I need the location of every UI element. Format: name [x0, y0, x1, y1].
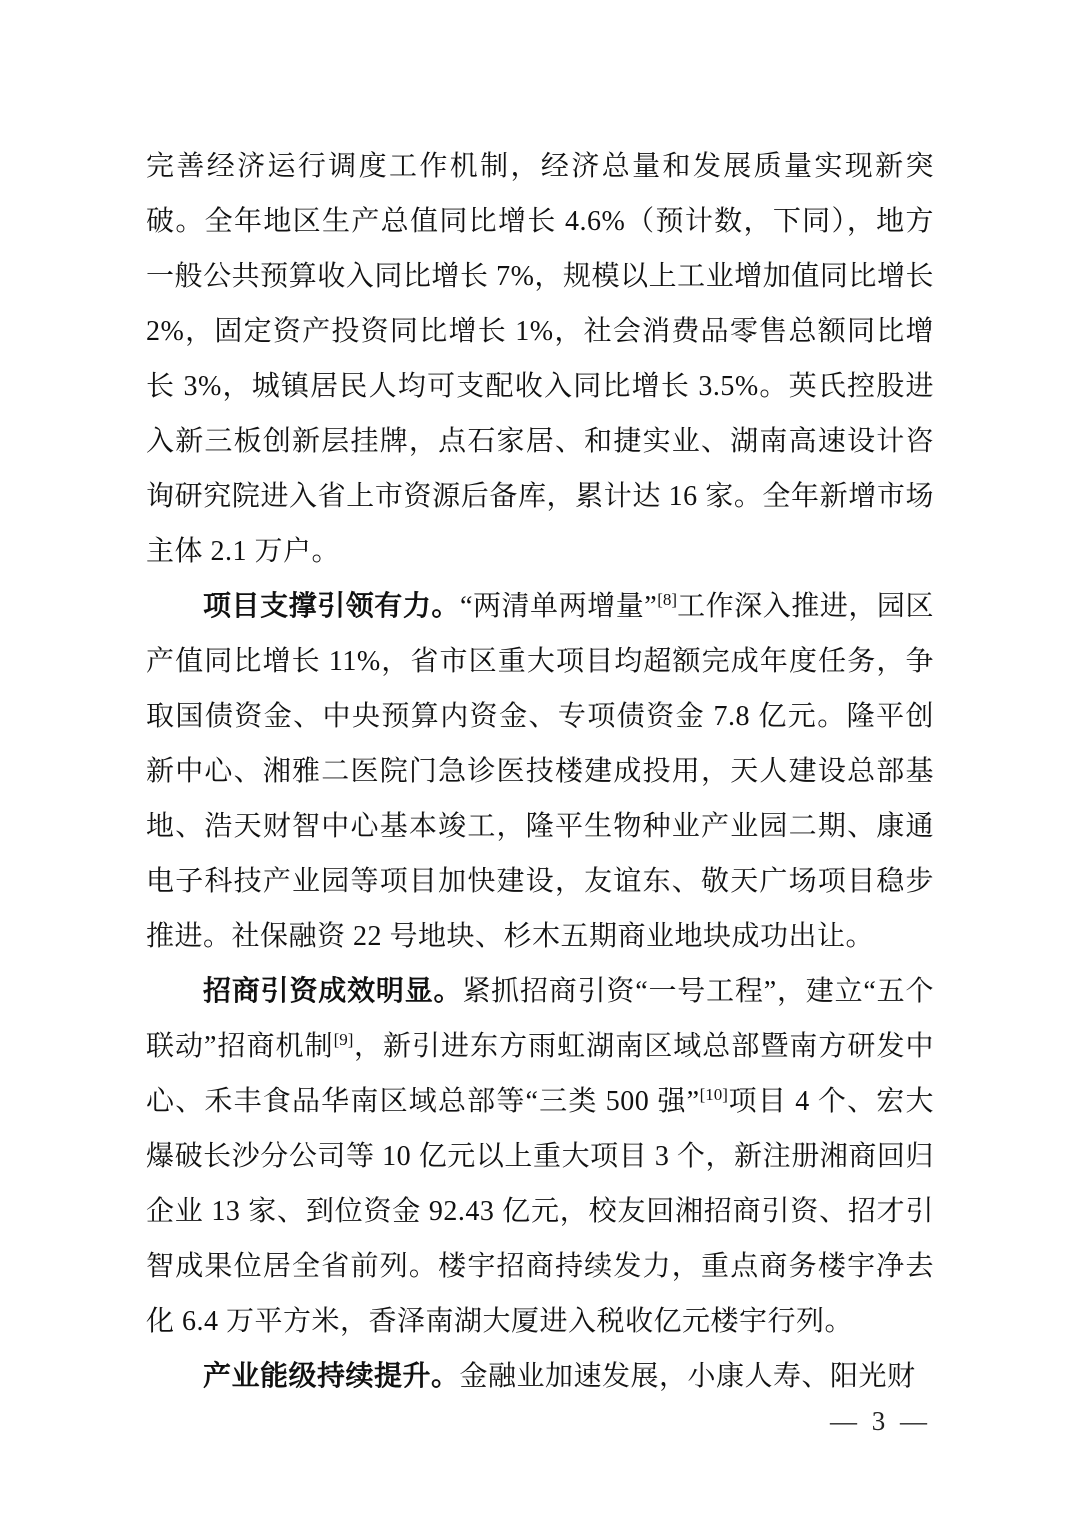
page-number: — 3 — [830, 1406, 931, 1436]
paragraph [146, 579, 934, 964]
text-run: ，新引进东方雨虹湖南区域总部暨南方研发中心、禾丰食品华南区域总部等“三类 500 强” [146, 1031, 934, 1117]
text-run: 完善经济运行调度工作机制，经济总量和发展质量实现新突破。全年地区生产总值同比增长 4.6%（预计数，下同），地方一般公共预算收入同比增长 7%，规模以上工业增加值同比增长 2%，固定资产投资同比增长 1%，社会消费品零售总额同比增长 3%，城镇居民人均可支配收入同比增长 3.5%。英氏控股进入新三板创新层挂牌，点石家居、和捷实业、湖南高速设计咨询研究院进入省上市资源后备库，累计达 16 家。全年新增市场主体 2.1 万户。 [146, 151, 934, 567]
paragraph [146, 139, 934, 579]
footnote-reference: [10] [699, 1085, 728, 1104]
text-run: 紧抓招商引资“一号工程”，建立“五个联动”招商机制 [146, 976, 934, 1062]
text-run: “两清单两增量” [459, 591, 658, 622]
footnote-reference: [8] [657, 590, 678, 609]
text-run: 金融业加速发展，小康人寿、阳光财 [459, 1361, 916, 1392]
text-run: 项目 4 个、宏大爆破长沙分公司等 10 亿元以上重大项目 3 个，新注册湘商回归企业 13 家、到位资金 92.43 亿元，校友回湘招商引资、招才引智成果位居全省前列。楼宇招商持续发力，重点商务楼宇净去化 6.4 万平方米，香泽南湖大厦进入税收亿元楼宇行列。 [146, 1086, 934, 1337]
paragraph [146, 964, 934, 1349]
paragraph-lead: 项目支撑引领有力。 [203, 591, 460, 622]
paragraph [146, 1349, 934, 1404]
text-run: 工作深入推进，园区产值同比增长 11%，省市区重大项目均超额完成年度任务，争取国债资金、中央预算内资金、专项债资金 7.8 亿元。隆平创新中心、湘雅二医院门急诊医技楼建成投用，天人建设总部基地、浩天财智中心基本竣工，隆平生物种业产业园二期、康通电子科技产业园等项目加快建设，友谊东、敬天广场项目稳步推进。社保融资 22 号地块、杉木五期商业地块成功出让。 [146, 591, 934, 952]
page-footer [830, 1404, 931, 1438]
paragraph-lead: 招商引资成效明显。 [203, 976, 463, 1007]
footnote-reference: [9] [333, 1030, 354, 1049]
document-body [146, 139, 934, 1404]
paragraph-lead: 产业能级持续提升。 [203, 1361, 460, 1392]
